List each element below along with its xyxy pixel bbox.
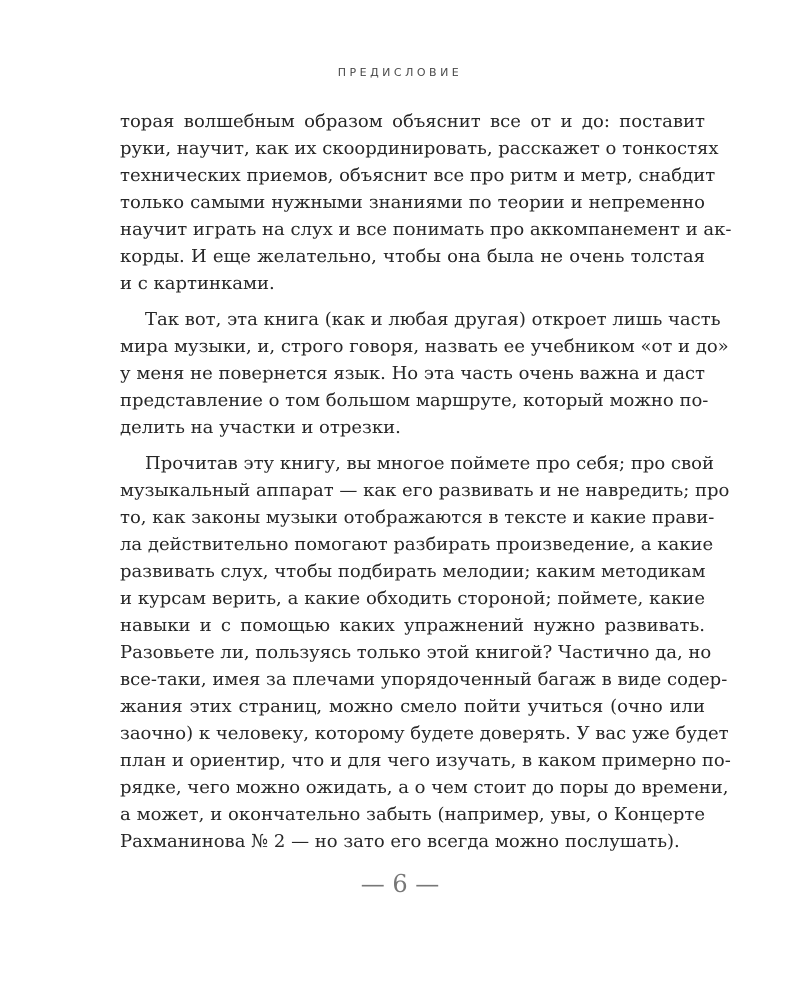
paragraph-gap [120,297,705,306]
text-line: технических приемов, объяснит все про ритм и метр, снабдит [120,165,716,186]
paragraph [120,306,729,441]
text-line: представление о том большом маршруте, который можно по- [120,390,709,411]
text-line: Рахманинова № 2 — но зато его всегда можно послушать). [120,831,680,852]
text-line: ла действительно помогают разбирать произведение, а какие [120,534,714,555]
text-line: и с картинками. [120,273,275,294]
page-number: — 6 — [360,870,440,898]
text-line: навыки и с помощью каких упражнений нужно развивать. [120,615,705,636]
text-line: делить на участки и отрезки. [120,417,401,438]
running-head: ПРЕДИСЛОВИЕ [337,66,463,79]
text-line: у меня не повернется язык. Но эта часть очень важна и даст [120,363,705,384]
text-line: все-таки, имея за плечами упорядоченный багаж в виде содер- [120,669,728,690]
text-line: Так вот, эта книга (как и любая другая) откроет лишь часть [145,309,721,330]
text-line: жания этих страниц, можно смело пойти учиться (очно или [120,696,705,717]
text-line: развивать слух, чтобы подбирать мелодии; каким методикам [120,561,706,582]
text-line: рядке, чего можно ожидать, а о чем стоит до поры до времени, [120,777,729,798]
text-line: заочно) к человеку, которому будете доверять. У вас уже будет [120,723,729,744]
text-line: и курсам верить, а какие обходить стороной; поймете, какие [120,588,705,609]
text-line: торая волшебным образом объяснит все от и до: поставит [120,111,705,132]
text-line: мира музыки, и, строго говоря, назвать ее учебником «от и до» [120,336,729,357]
body-text [120,108,732,855]
text-line: руки, научит, как их скоординировать, расскажет о тонкостях [120,138,719,159]
paragraph [120,450,731,855]
text-line: музыкальный аппарат — как его развивать и не навредить; про [120,480,730,501]
text-line: научит играть на слух и все понимать про аккомпанемент и ак- [120,219,732,240]
text-line: план и ориентир, что и для чего изучать, в каком примерно по- [120,750,731,771]
paragraph [120,108,732,297]
text-line: а может, и окончательно забыть (например, увы, о Концерте [120,804,705,825]
text-line: Прочитав эту книгу, вы многое поймете про себя; про свой [145,453,714,474]
text-line: только самыми нужными знаниями по теории и непременно [120,192,705,213]
text-line: Разовьете ли, пользуясь только этой книгой? Частично да, но [120,642,712,663]
text-line: то, как законы музыки отображаются в тексте и какие прави- [120,507,715,528]
text-line: корды. И еще желательно, чтобы она была не очень толстая [120,246,705,267]
paragraph-gap [120,441,705,450]
